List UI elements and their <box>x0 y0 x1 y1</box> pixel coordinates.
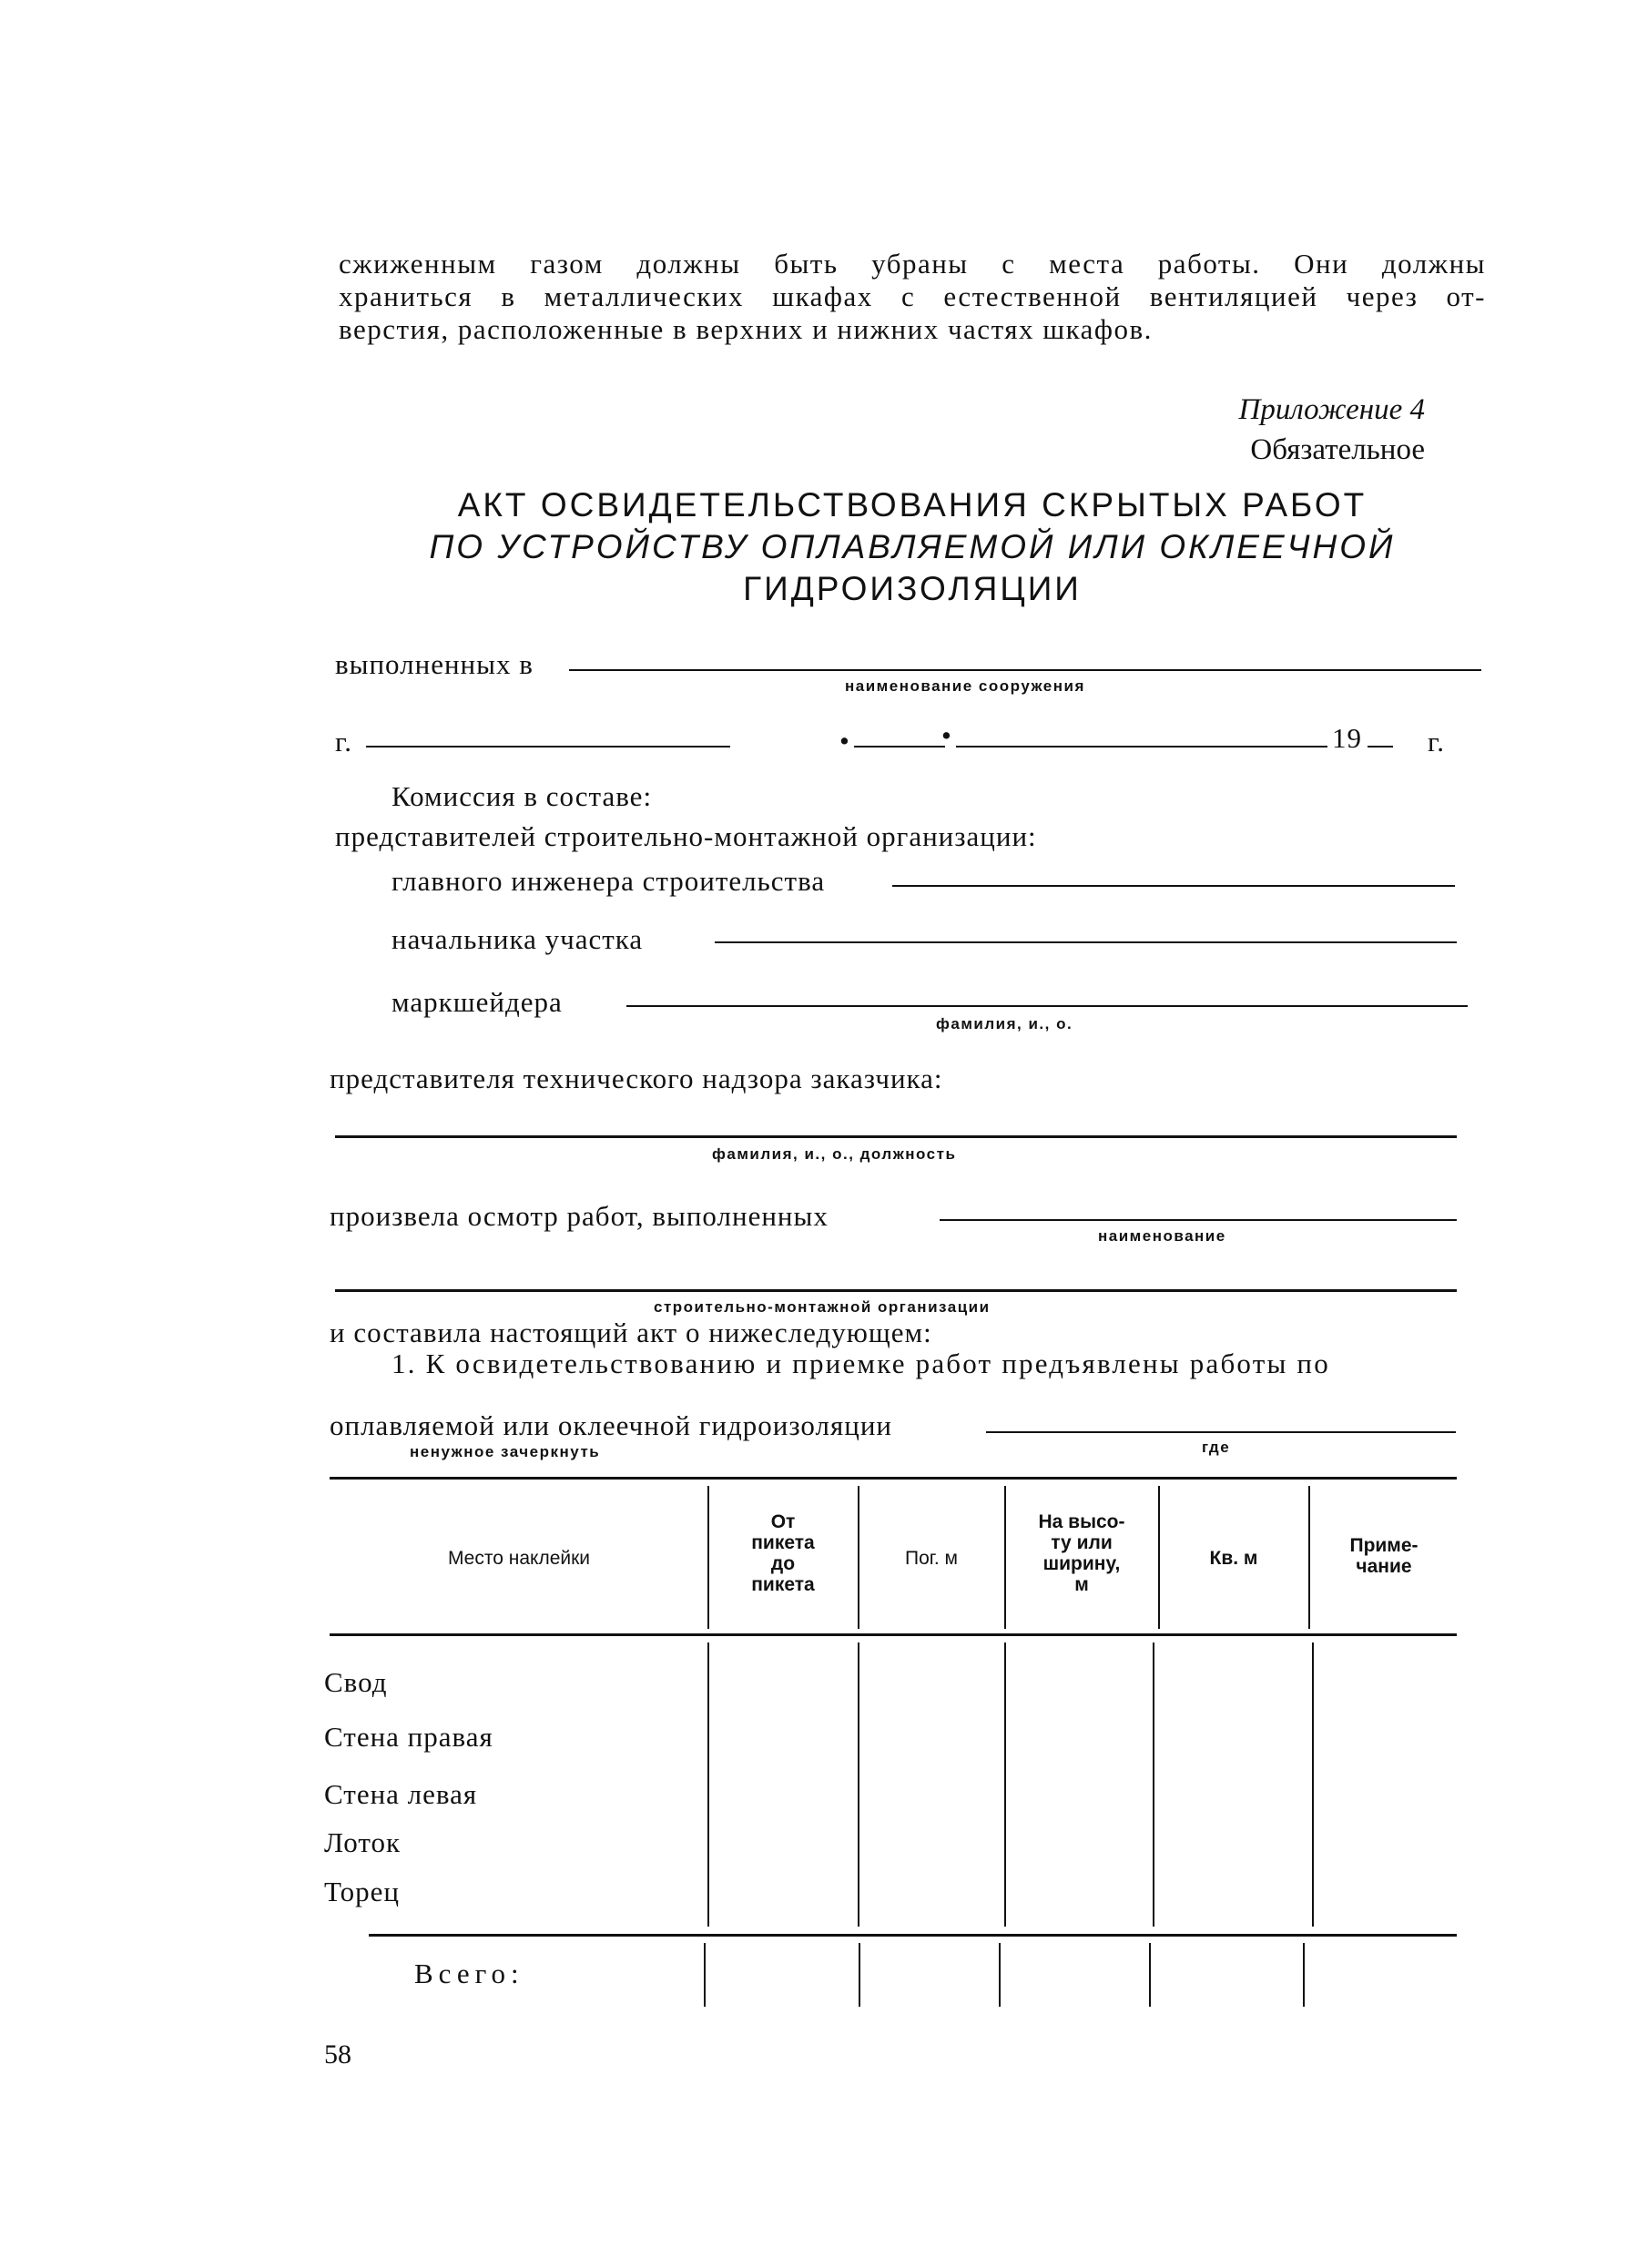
column-divider <box>1149 1943 1151 2007</box>
appendix-status: Обязательное <box>1250 433 1425 466</box>
table-row-label: Стена правая <box>324 1721 493 1753</box>
table-total-border <box>369 1934 1457 1937</box>
column-divider <box>1308 1486 1310 1629</box>
commission-heading: Комиссия в составе: <box>391 780 653 812</box>
surveyor-field[interactable] <box>626 1005 1468 1007</box>
drew-up-label: и составила настоящий акт о нижеследующем: <box>330 1317 932 1348</box>
performed-in-label: выполненных в <box>335 648 534 680</box>
column-divider <box>1312 1643 1314 1927</box>
header-location: Место наклейки <box>447 1548 591 1569</box>
column-divider <box>858 1486 859 1629</box>
date-dot-1: • <box>839 725 850 757</box>
structure-name-hint: наименование сооружения <box>845 677 1085 695</box>
year-field[interactable] <box>1368 746 1393 748</box>
location-field[interactable] <box>986 1431 1456 1433</box>
table-row-label: Свод <box>324 1666 388 1698</box>
where-hint: где <box>1202 1439 1231 1456</box>
org-name-hint: наименование <box>1098 1227 1226 1245</box>
column-divider <box>1303 1943 1305 2007</box>
column-divider <box>1153 1643 1154 1927</box>
chief-engineer-field[interactable] <box>892 885 1455 887</box>
title-line-2: ПО УСТРОЙСТВУ ОПЛАВЛЯЕМОЙ ИЛИ ОКЛЕЕЧНОЙ <box>429 528 1396 565</box>
header-note: Приме- чание <box>1349 1535 1419 1577</box>
column-divider <box>1004 1486 1006 1629</box>
supervision-rep-field[interactable] <box>335 1135 1457 1138</box>
strike-hint: ненужное зачеркнуть <box>410 1443 601 1460</box>
item-1-line-2: оплавляемой или оклеечной гидроизоляции <box>330 1409 893 1441</box>
total-label: Всего: <box>414 1958 524 1989</box>
intro-line: верстия, расположенные в верхних и нижних частях шкафов. <box>339 313 1153 345</box>
column-divider <box>707 1486 709 1629</box>
inspected-label: произвела осмотр работ, выполненных <box>330 1200 829 1232</box>
column-divider <box>1158 1486 1160 1629</box>
city-field[interactable] <box>366 746 730 748</box>
table-header-border <box>330 1633 1457 1636</box>
appendix-label: Приложение 4 <box>1238 393 1425 426</box>
header-linear-m: Пог. м <box>905 1548 958 1569</box>
intro-line: храниться в металлических шкафах с естественной вентиляцией через от- <box>339 280 1486 312</box>
column-divider <box>704 1943 706 2007</box>
column-divider <box>859 1943 860 2007</box>
column-divider <box>858 1643 859 1927</box>
document-title <box>339 484 1486 610</box>
item-1-line-1: 1. К освидетельствованию и приемке работ предъявлены работы по <box>391 1348 1330 1379</box>
table-top-border <box>330 1477 1457 1480</box>
intro-paragraph <box>339 248 1486 346</box>
title-line-1: АКТ ОСВИДЕТЕЛЬСТВОВАНИЯ СКРЫТЫХ РАБОТ <box>457 486 1368 524</box>
supervision-rep-label: представителя технического надзора заказчика: <box>330 1063 943 1094</box>
site-chief-field[interactable] <box>715 941 1457 943</box>
surveyor-label: маркшейдера <box>391 986 563 1018</box>
org-name-hint-2: строительно-монтажной организации <box>654 1298 991 1316</box>
name-hint: фамилия, и., о. <box>936 1015 1073 1032</box>
chief-engineer-label: главного инженера строительства <box>391 865 826 897</box>
table-row-label: Лоток <box>324 1826 402 1858</box>
title-line-3: ГИДРОИЗОЛЯЦИИ <box>743 570 1082 607</box>
year-suffix: г. <box>1428 726 1445 758</box>
date-day-field[interactable] <box>854 746 945 748</box>
header-square-m: Кв. м <box>1209 1548 1258 1569</box>
site-chief-label: начальника участка <box>391 923 644 955</box>
city-prefix: г. <box>335 726 352 758</box>
column-divider <box>1004 1643 1006 1927</box>
name-position-hint: фамилия, и., о., должность <box>712 1145 957 1163</box>
org-name-field-2[interactable] <box>335 1289 1457 1292</box>
structure-name-field[interactable] <box>569 669 1481 671</box>
org-name-field[interactable] <box>940 1219 1457 1221</box>
column-divider <box>707 1643 709 1927</box>
table-row-label: Торец <box>324 1876 400 1907</box>
header-height-width: На высо- ту или ширину, м <box>1038 1511 1125 1595</box>
appendix-block <box>1239 390 1425 470</box>
column-divider <box>999 1943 1001 2007</box>
contractor-reps-label: представителей строительно-монтажной организации: <box>335 820 1037 852</box>
date-dot-2: • <box>941 719 952 751</box>
year-prefix: 19 <box>1332 722 1362 754</box>
intro-line: сжиженным газом должны быть убраны с места работы. Они должны <box>339 248 1486 280</box>
date-month-field[interactable] <box>956 746 1327 748</box>
table-row-label: Стена левая <box>324 1778 478 1810</box>
page-number: 58 <box>324 2039 351 2070</box>
header-picket-range: От пикета до пикета <box>751 1511 815 1595</box>
